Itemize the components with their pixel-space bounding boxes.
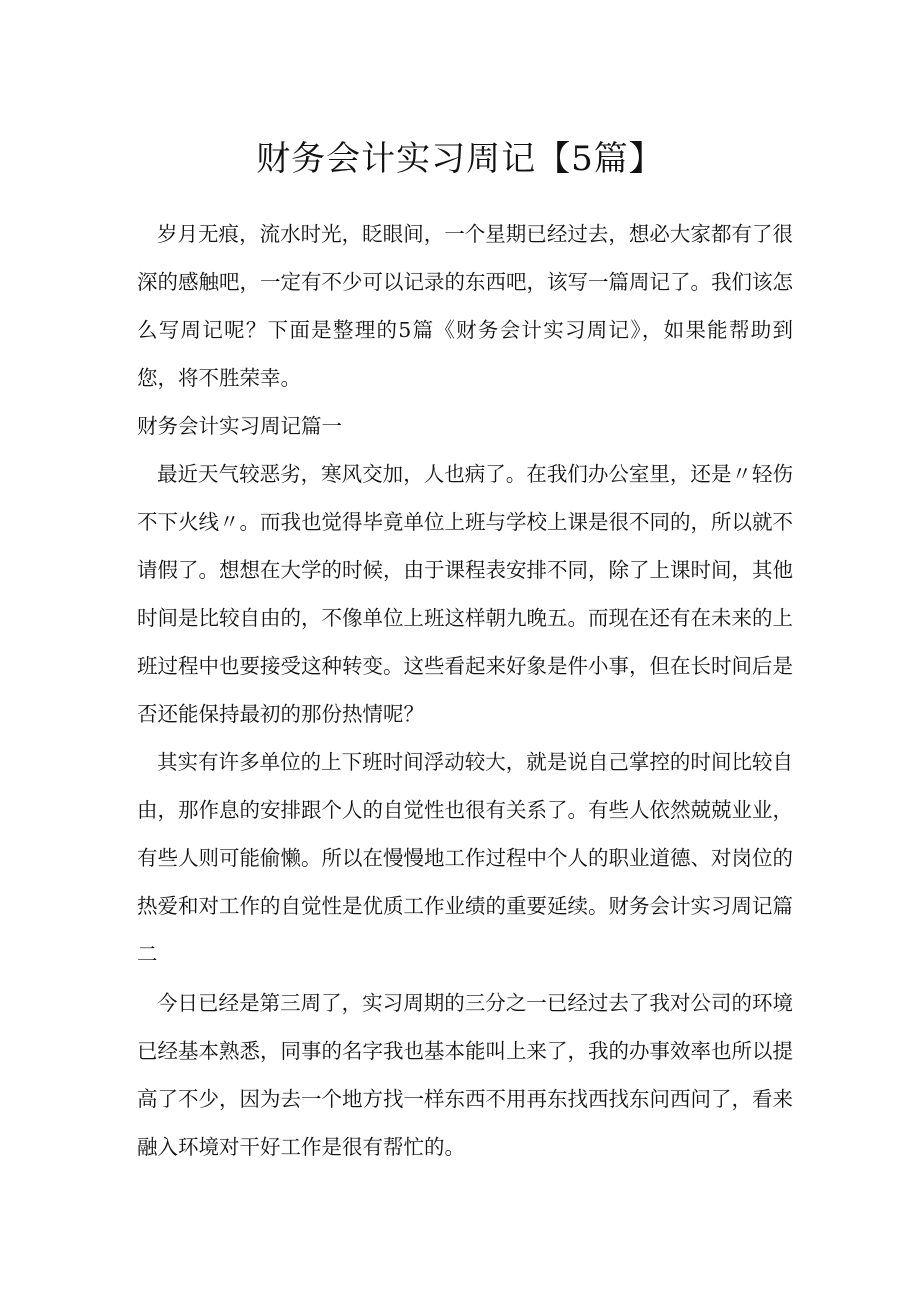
section2-paragraph-1: 今日已经是第三周了，实习周期的三分之一已经过去了我对公司的环境已经基本熟悉，同事的名字我也基本能叫上来了，我的办事效率也所以提高了不少，因为去一个地方找一样东西不用再东找西找东问西问了，看来融入环境对干好工作是很有帮忙的。 bbox=[137, 991, 793, 1159]
intro-paragraph: 岁月无痕，流水时光，眨眼间，一个星期已经过去，想必大家都有了很深的感触吧，一定有不少可以记录的东西吧，该写一篇周记了。我们该怎么写周记呢？下面是整理的5篇《财务会计实习周记》，如果能帮助到您，将不胜荣幸。 bbox=[137, 222, 793, 390]
section-heading-1: 财务会计实习周记篇一 bbox=[137, 414, 342, 438]
section1-paragraph-1: 最近天气较恶劣，寒风交加，人也病了。在我们办公室里，还是〃轻伤不下火线〃。而我也觉得毕竟单位上班与学校上课是很不同的，所以就不请假了。想想在大学的时候，由于课程表安排不同，除了上课时间，其他时间是比较自由的，不像单位上班这样朝九晚五。而现在还有在未来的上班过程中也要接受这种转变。这些看起来好象是件小事，但在长时间后是否还能保持最初的那份热情呢？ bbox=[137, 462, 793, 726]
document-title: 财务会计实习周记【5篇】 bbox=[256, 139, 664, 179]
section1-paragraph-2: 其实有许多单位的上下班时间浮动较大，就是说自己掌控的时间比较自由，那作息的安排跟个人的自觉性也很有关系了。有些人依然兢兢业业，有些人则可能偷懒。所以在慢慢地工作过程中个人的职业道德、对岗位的热爱和对工作的自觉性是优质工作业绩的重要延续。财务会计实习周记篇二 bbox=[137, 750, 793, 966]
